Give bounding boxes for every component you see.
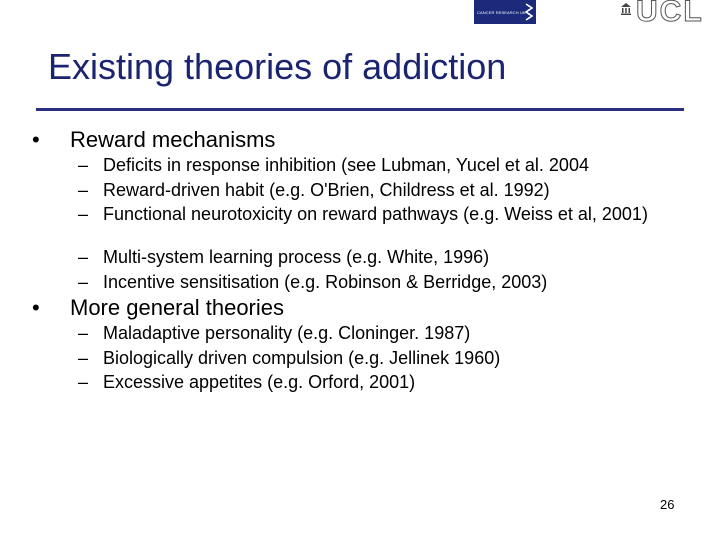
sub-bullet-response-inhibition xyxy=(78,156,668,175)
sub-bullet-text: Biologically driven compulsion (e.g. Jellinek 1960) xyxy=(103,348,501,368)
cancer-research-uk-logo xyxy=(474,0,536,24)
dash-marker: – xyxy=(78,372,89,392)
page-number: 26 xyxy=(660,497,675,512)
sub-bullet-reward-driven-habit xyxy=(78,181,668,200)
bullet-reward-mechanisms xyxy=(32,127,275,153)
sub-bullet-biologically-driven-compulsion xyxy=(78,349,668,368)
bullet-text: More general theories xyxy=(70,295,285,320)
bullet-more-general-theories xyxy=(32,295,284,321)
dash-marker: – xyxy=(78,204,89,224)
bullet-marker: • xyxy=(32,295,40,320)
sub-bullet-text: Reward-driven habit (e.g. O'Brien, Childress et al. 1992) xyxy=(103,180,550,200)
sub-bullet-excessive-appetites xyxy=(78,373,668,392)
dash-marker: – xyxy=(78,180,89,200)
dash-marker: – xyxy=(78,323,89,343)
sub-bullet-functional-neurotoxicity xyxy=(78,205,668,224)
sub-bullet-text: Excessive appetites (e.g. Orford, 2001) xyxy=(103,372,416,392)
sub-bullet-text: Maladaptive personality (e.g. Cloninger. 1987) xyxy=(103,323,471,343)
sub-bullet-incentive-sensitisation xyxy=(78,273,668,292)
dash-marker: – xyxy=(78,348,89,368)
dash-marker: – xyxy=(78,272,89,292)
cancer-research-logo-text: CANCER RESEARCH UK xyxy=(477,9,526,15)
dash-marker: – xyxy=(78,247,89,267)
cancer-research-mark-icon xyxy=(524,3,534,21)
sub-bullet-maladaptive-personality xyxy=(78,324,668,343)
title-divider xyxy=(36,108,684,111)
dash-marker: – xyxy=(78,155,89,175)
ucl-logo xyxy=(618,0,720,26)
ucl-portico-icon xyxy=(620,2,632,16)
sub-bullet-multi-system-learning xyxy=(78,248,668,267)
sub-bullet-text: Incentive sensitisation (e.g. Robinson & Berridge, 2003) xyxy=(103,272,548,292)
bullet-text: Reward mechanisms xyxy=(70,127,276,152)
bullet-marker: • xyxy=(32,127,40,152)
sub-bullet-text: Deficits in response inhibition (see Lubman, Yucel et al. 2004 xyxy=(103,155,589,175)
sub-bullet-text: Multi-system learning process (e.g. White, 1996) xyxy=(103,247,490,267)
ucl-logo-text: UCL xyxy=(636,0,704,28)
slide-title: Existing theories of addiction xyxy=(48,46,507,87)
sub-bullet-text: Functional neurotoxicity on reward pathways (e.g. Weiss et al, 2001) xyxy=(103,204,648,224)
